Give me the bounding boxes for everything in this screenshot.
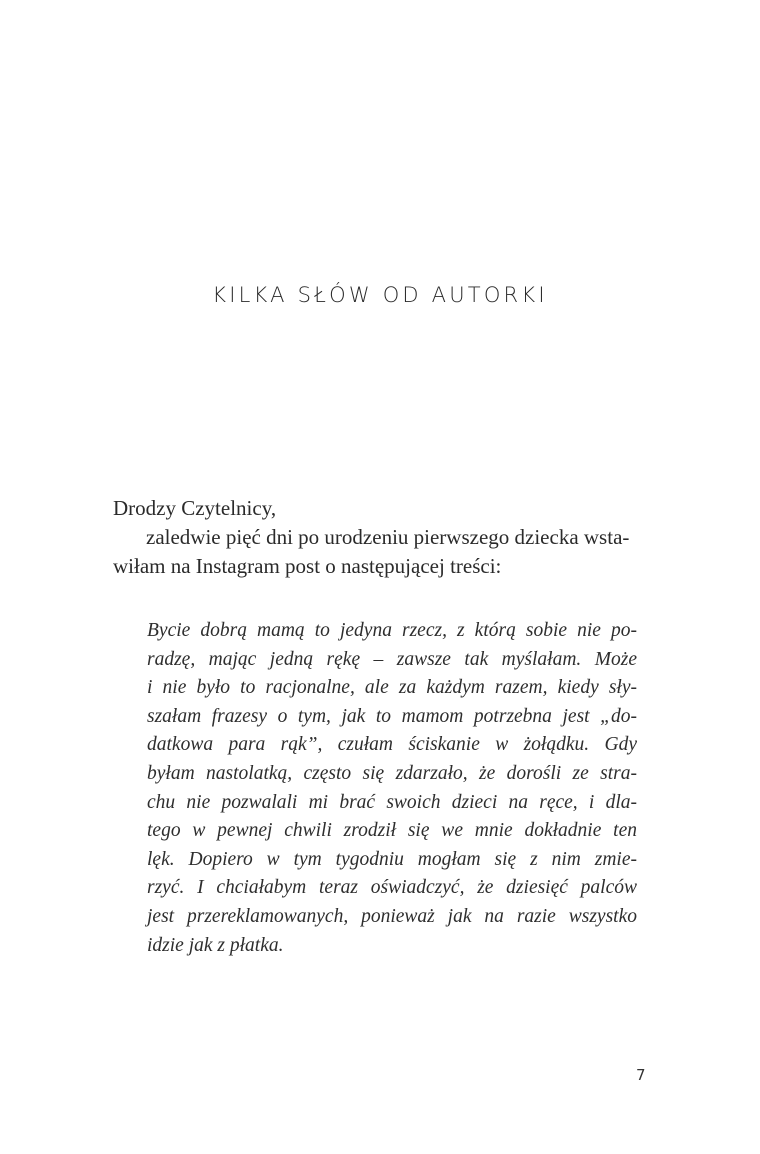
quote-line: i nie było to racjonalne, ale za każdym razem, kiedy sły- xyxy=(147,677,637,699)
quote-line: lęk. Dopiero w tym tygodniu mogłam się z nim zmie- xyxy=(147,848,637,870)
quote-line: Bycie dobrą mamą to jedyna rzecz, z którą sobie nie po- xyxy=(147,620,637,641)
quote-line: szałam frazesy o tym, jak to mamom potrzebna jest „do- xyxy=(147,705,637,727)
quote-line: chu nie pozwalali mi brać swoich dzieci na ręce, i dla- xyxy=(147,791,637,813)
quote-line: jest przereklamowanych, ponieważ jak na razie wszystko xyxy=(147,905,637,927)
quote-line: idzie jak z płatka. xyxy=(147,934,284,956)
body-line: zaledwie pięć dni po urodzeniu pierwszego dziecka wsta- xyxy=(146,525,630,549)
quote-line: radzę, mając jedną rękę – zawsze tak myślałam. Może xyxy=(147,648,637,670)
body-line: wiłam na Instagram post o następującej treści: xyxy=(113,554,502,578)
page-number: 7 xyxy=(636,1066,646,1084)
body-paragraph xyxy=(113,494,658,581)
chapter-heading: KILKA SŁÓW OD AUTORKI xyxy=(212,283,548,307)
quote-line: datkowa para rąk”, czułam ściskanie w żołądku. Gdy xyxy=(147,734,637,756)
quote-line: tego w pewnej chwili zrodził się we mnie dokładnie ten xyxy=(147,820,637,842)
salutation: Drodzy Czytelnicy, xyxy=(113,496,277,520)
quote-line: rzyć. I chciałabym teraz oświadczyć, że dziesięć palców xyxy=(147,877,637,899)
quoted-post xyxy=(147,617,637,960)
quote-line: byłam nastolatką, często się zdarzało, że dorośli ze stra- xyxy=(147,762,637,784)
